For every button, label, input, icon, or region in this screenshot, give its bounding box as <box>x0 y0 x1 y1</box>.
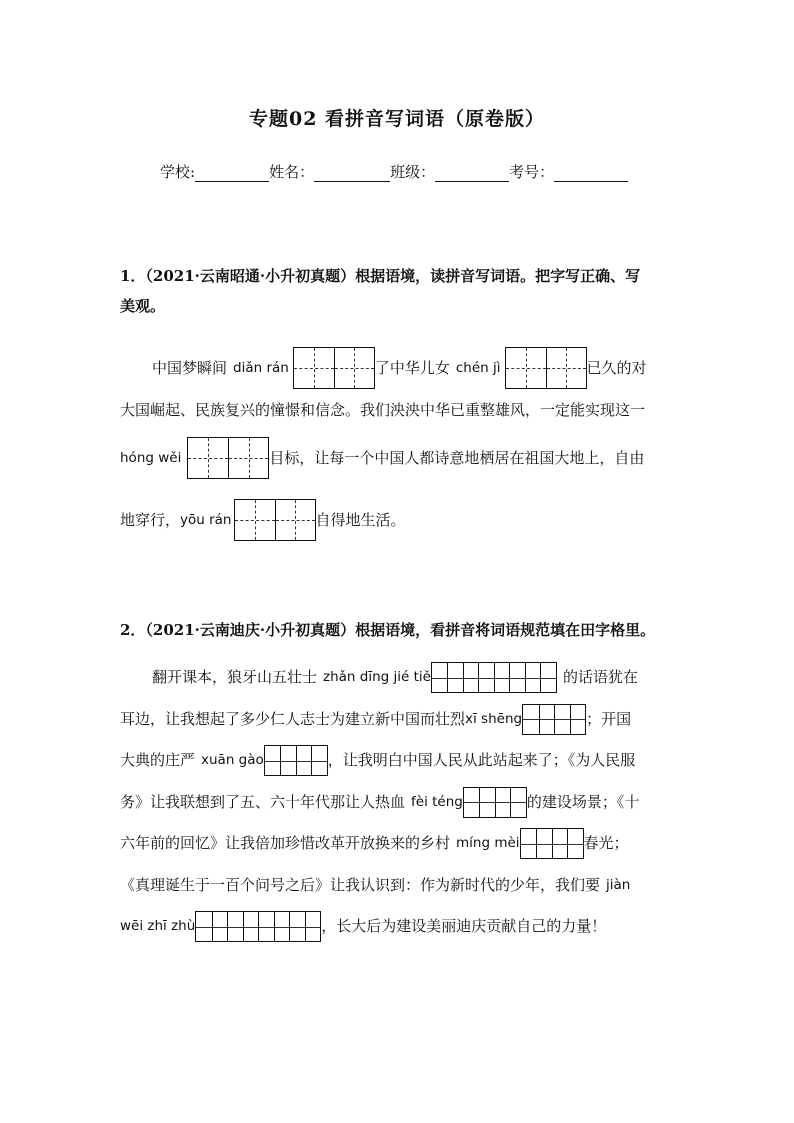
question-2-heading-line: 2．（2021·云南迪庆·小升初真题）根据语境，看拼音将词语规范填在田字格里。 <box>120 621 656 639</box>
tianzige-cell[interactable] <box>539 705 555 734</box>
tianzige-cell[interactable] <box>464 788 480 817</box>
pinyin-prompt: diǎn rán <box>233 360 289 376</box>
tianzige-cell[interactable] <box>296 746 312 775</box>
question-1-heading-line: 美观。 <box>120 297 166 315</box>
tianzige-cell[interactable] <box>243 912 259 941</box>
question-2-heading <box>120 615 680 645</box>
passage-text: ，长大后为建设美丽迪庆贡献自己的力量！ <box>321 917 607 935</box>
tianzige-cell[interactable] <box>495 788 511 817</box>
name-blank[interactable] <box>314 163 390 182</box>
passage-text: 耳边，让我想起了多少仁人志士为建立新中国而壮烈 <box>120 709 466 728</box>
tianzige-cell[interactable] <box>552 829 568 858</box>
tianzige-cell[interactable] <box>525 663 541 692</box>
tianzige-answer-box[interactable] <box>293 347 375 389</box>
tianzige-cell[interactable] <box>212 912 228 941</box>
passage-text: 了中华儿女 <box>374 359 450 377</box>
tianzige-cell[interactable] <box>258 912 274 941</box>
passage-line <box>120 437 675 479</box>
tianzige-answer-box[interactable] <box>187 437 269 479</box>
student-info-line <box>160 161 628 182</box>
tianzige-cell[interactable] <box>311 746 327 775</box>
passage-text: 自得地生活。 <box>315 511 406 529</box>
passage-text: 地穿行， <box>120 511 181 529</box>
tianzige-cell[interactable] <box>536 829 552 858</box>
tianzige-cell[interactable] <box>570 705 586 734</box>
tianzige-answer-box[interactable] <box>431 662 557 693</box>
question-1-heading <box>120 261 680 321</box>
tianzige-answer-box[interactable] <box>234 499 316 541</box>
pinyin-prompt: míng mèi <box>456 835 520 851</box>
passage-line <box>120 906 675 948</box>
tianzige-cell[interactable] <box>463 663 479 692</box>
tianzige-cell[interactable] <box>540 663 556 692</box>
passage-text: 的话语犹在 <box>562 668 638 686</box>
tianzige-cell[interactable] <box>447 663 463 692</box>
name-label: 姓名： <box>269 163 315 181</box>
school-blank[interactable] <box>195 163 269 182</box>
tianzige-cell[interactable] <box>334 348 374 388</box>
page-title: 专题02 看拼音写词语（原卷版） <box>248 108 546 130</box>
passage-line <box>120 657 675 699</box>
tianzige-cell[interactable] <box>554 705 570 734</box>
school-label: 学校: <box>160 163 196 181</box>
tianzige-answer-box[interactable] <box>195 911 321 942</box>
tianzige-cell[interactable] <box>275 500 315 540</box>
tianzige-answer-box[interactable] <box>264 745 328 776</box>
passage-line <box>120 699 675 741</box>
tianzige-cell[interactable] <box>567 829 583 858</box>
tianzige-cell[interactable] <box>294 348 334 388</box>
passage-text: 已久的对 <box>586 359 647 377</box>
passage-line <box>120 865 675 907</box>
passage-text: 大国崛起、民族复兴的憧憬和信念。我们泱泱中华已重整雄风，一定能实现这一 <box>120 401 646 419</box>
passage-line <box>120 782 675 824</box>
passage-line <box>120 740 675 782</box>
class-label: 班级： <box>390 163 436 181</box>
tianzige-answer-box[interactable] <box>505 347 587 389</box>
tianzige-answer-box[interactable] <box>463 787 527 818</box>
tianzige-cell[interactable] <box>227 912 243 941</box>
passage-line <box>120 389 675 431</box>
pinyin-prompt: fèi téng <box>411 793 463 810</box>
tianzige-cell[interactable] <box>479 788 495 817</box>
question-2-passage <box>120 657 675 948</box>
passage-text: 目标，让每一个中国人都诗意地栖居在祖国大地上，自由 <box>269 449 645 467</box>
pinyin-prompt: zhǎn dīng jié tiě <box>323 669 431 685</box>
class-blank[interactable] <box>435 163 509 182</box>
tianzige-cell[interactable] <box>432 663 448 692</box>
tianzige-cell[interactable] <box>228 438 268 478</box>
pinyin-prompt: wēi zhī zhù <box>120 918 196 934</box>
passage-text: 大典的庄严 <box>120 751 196 769</box>
number-label: 考号： <box>509 163 555 181</box>
tianzige-answer-box[interactable] <box>522 704 586 735</box>
pinyin-prompt: xuān gào <box>201 752 264 768</box>
passage-text: 春光； <box>583 834 629 852</box>
passage-text: ；开国 <box>586 709 632 728</box>
pinyin-prompt: jiàn <box>606 876 631 893</box>
passage-text: 的建设场景；《十 <box>526 792 640 811</box>
tianzige-cell[interactable] <box>305 912 321 941</box>
question-1-passage <box>120 347 675 541</box>
number-blank[interactable] <box>554 163 628 182</box>
passage-line <box>120 347 675 389</box>
passage-text: 《真理诞生于一百个问号之后》让我认识到：作为新时代的少年，我们要 <box>120 875 601 894</box>
passage-line <box>120 499 675 541</box>
tianzige-cell[interactable] <box>510 788 526 817</box>
pinyin-prompt: xī shēng <box>465 710 523 727</box>
tianzige-answer-box[interactable] <box>520 828 584 859</box>
passage-line <box>120 823 675 865</box>
question-1-heading-line: 1．（2021·云南昭通·小升初真题）根据语境，读拼音写词语。把字写正确、写 <box>120 267 641 285</box>
tianzige-cell[interactable] <box>274 912 290 941</box>
tianzige-cell[interactable] <box>196 912 212 941</box>
passage-text: 六年前的回忆》让我倍加珍惜改革开放换来的乡村 <box>120 834 451 852</box>
passage-text: 务》让我联想到了五、六十年代那让人热血 <box>120 792 406 811</box>
passage-text: ，让我明白中国人民从此站起来了；《为人民服 <box>327 751 636 769</box>
tianzige-cell[interactable] <box>546 348 586 388</box>
tianzige-cell[interactable] <box>478 663 494 692</box>
tianzige-cell[interactable] <box>235 500 275 540</box>
tianzige-cell[interactable] <box>523 705 539 734</box>
pinyin-prompt: hóng wěi <box>120 450 182 466</box>
tianzige-cell[interactable] <box>289 912 305 941</box>
tianzige-cell[interactable] <box>521 829 537 858</box>
tianzige-cell[interactable] <box>494 663 510 692</box>
tianzige-cell[interactable] <box>280 746 296 775</box>
tianzige-cell[interactable] <box>188 438 228 478</box>
tianzige-cell[interactable] <box>265 746 281 775</box>
tianzige-cell[interactable] <box>509 663 525 692</box>
passage-text: 中国梦瞬间 <box>152 359 228 377</box>
pinyin-prompt: yōu rán <box>180 512 232 528</box>
tianzige-cell[interactable] <box>506 348 546 388</box>
pinyin-prompt: chén jì <box>455 360 501 376</box>
passage-text: 翻开课本，狼牙山五壮士 <box>152 668 318 686</box>
